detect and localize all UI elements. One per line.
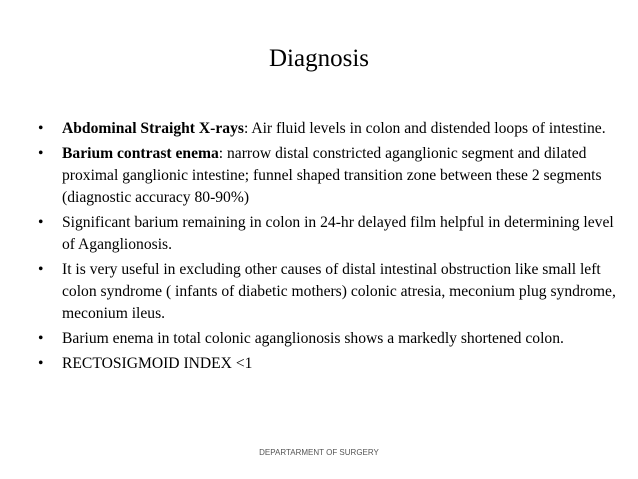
bullet-item-barium-enema [38,143,616,209]
bullet-text: : narrow distal constricted aganglionic segment and dilated proximal ganglionic intestine; funnel shaped transition zone between these 2 segments (diagnostic accuracy 80-90%) [62,145,602,206]
bullet-dot-icon: • [38,261,44,278]
bullet-list [38,118,616,378]
bullet-item-total-colonic [38,328,616,350]
bullet-dot-icon: • [38,214,44,231]
bullet-item-delayed-film [38,212,616,256]
bullet-heading: Barium contrast enema [62,145,219,162]
bullet-item-rectosigmoid-index [38,353,616,375]
slide-footer: DEPARTARMENT OF SURGERY [259,448,379,457]
bullet-text: RECTOSIGMOID INDEX <1 [62,355,253,372]
bullet-text: It is very useful in excluding other causes of distal intestinal obstruction like small left colon syndrome ( infants of diabetic mothers) colonic atresia, meconium plug syndrome, meconium ileus. [62,261,616,322]
bullet-dot-icon: • [38,120,44,137]
bullet-text: Barium enema in total colonic aganglionosis shows a markedly shortened colon. [62,330,564,347]
bullet-item-abdominal-xray [38,118,616,140]
slide-title: Diagnosis [269,45,369,72]
bullet-text: Significant barium remaining in colon in 24-hr delayed film helpful in determining level of Aganglionosis. [62,214,614,253]
bullet-text: : Air fluid levels in colon and distended loops of intestine. [243,120,606,137]
bullet-dot-icon: • [38,330,44,347]
bullet-dot-icon: • [38,145,44,162]
bullet-item-excluding-causes [38,259,616,325]
bullet-heading: Abdominal Straight X-rays [62,120,244,137]
bullet-dot-icon: • [38,355,44,372]
